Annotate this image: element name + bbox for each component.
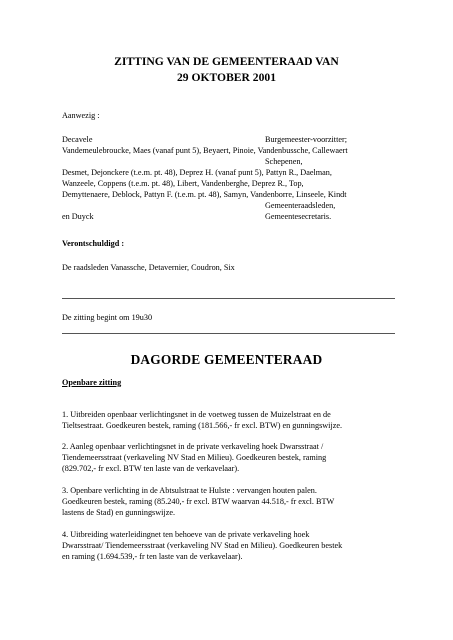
verontschuldigd-text: De raadsleden Vanassche, Detavernier, Coudron, Six [62,263,235,272]
agenda-heading: DAGORDE GEMEENTERAAD [130,352,323,367]
agenda-item-line: en raming (1.694.539,- fr ten laste van de verkavelaar). [62,552,243,561]
agenda-item-line: lastens de Stad) en gunningswijze. [62,508,176,517]
public-session-label: Openbare zitting [62,378,122,387]
attendee-names: Decavele [62,135,93,144]
agenda-item-line: 3. Openbare verlichting in de Abtsulstraat te Hulste : vervangen houten palen. [62,486,317,495]
agenda-item-line: Tieltsestraat. Goedkeuren bestek, raming (181.566,- fr excl. BTW) en gunningswijze. [62,421,343,430]
attendee-names: en Duyck [62,212,94,221]
attendee-names: Demyttenaere, Deblock, Pattyn F. (t.e.m. pt. 48), Samyn, Vandenborre, Linseele, Kindt [62,190,347,199]
agenda-item-line: 4. Uitbreiding waterleidingnet ten behoeve van de private verkaveling hoek [62,530,310,539]
horizontal-rule [62,298,395,299]
horizontal-rule [62,333,395,334]
agenda-item-line: 2. Aanleg openbaar verlichtingsnet in de private verkaveling hoek Dwarsstraat / [62,442,324,451]
agenda-item-line: Tiendemeersstraat (verkaveling NV Stad en Milieu). Goedkeuren bestek, raming [62,453,327,462]
agenda-item-line: 1. Uitbreiden openbaar verlichtingsnet in de voetweg tussen de Muizelstraat en de [62,410,331,419]
attendee-names: Desmet, Dejonckere (t.e.m. pt. 48), Deprez H. (vanaf punt 5), Pattyn R., Daelman, [62,168,332,177]
attendee-role: Gemeenteraadsleden, [265,201,336,210]
attendee-role: Burgemeester-voorzitter; [265,135,347,144]
attendee-role: Gemeentesecretaris. [265,212,332,221]
document-title-line-1: ZITTING VAN DE GEMEENTERAAD VAN [114,55,339,68]
verontschuldigd-label: Verontschuldigd : [62,239,125,248]
attendee-names: Wanzeele, Coppens (t.e.m. pt. 48), Libert, Vandenberghe, Deprez R., Top, [62,179,304,188]
agenda-item-line: Goedkeuren bestek, raming (85.240,- fr excl. BTW waarvan 44.518,- fr excl. BTW [62,497,335,506]
attendee-names: Vandemeulebroucke, Maes (vanaf punt 5), Beyaert, Pinoie, Vandenbussche, Callewaert [62,146,348,155]
attendee-role: Schepenen, [265,157,303,166]
session-start-text: De zitting begint om 19u30 [62,313,153,322]
agenda-item-line: Dwarsstraat/ Tiendemeersstraat (verkaveling NV Stad en Milieu). Goedkeuren bestek [62,541,343,550]
aanwezig-label: Aanwezig : [62,111,100,120]
document-title-line-2: 29 OKTOBER 2001 [177,71,276,84]
agenda-item-line: (829.702,- fr excl. BTW ten laste van de verkavelaar). [62,464,240,473]
